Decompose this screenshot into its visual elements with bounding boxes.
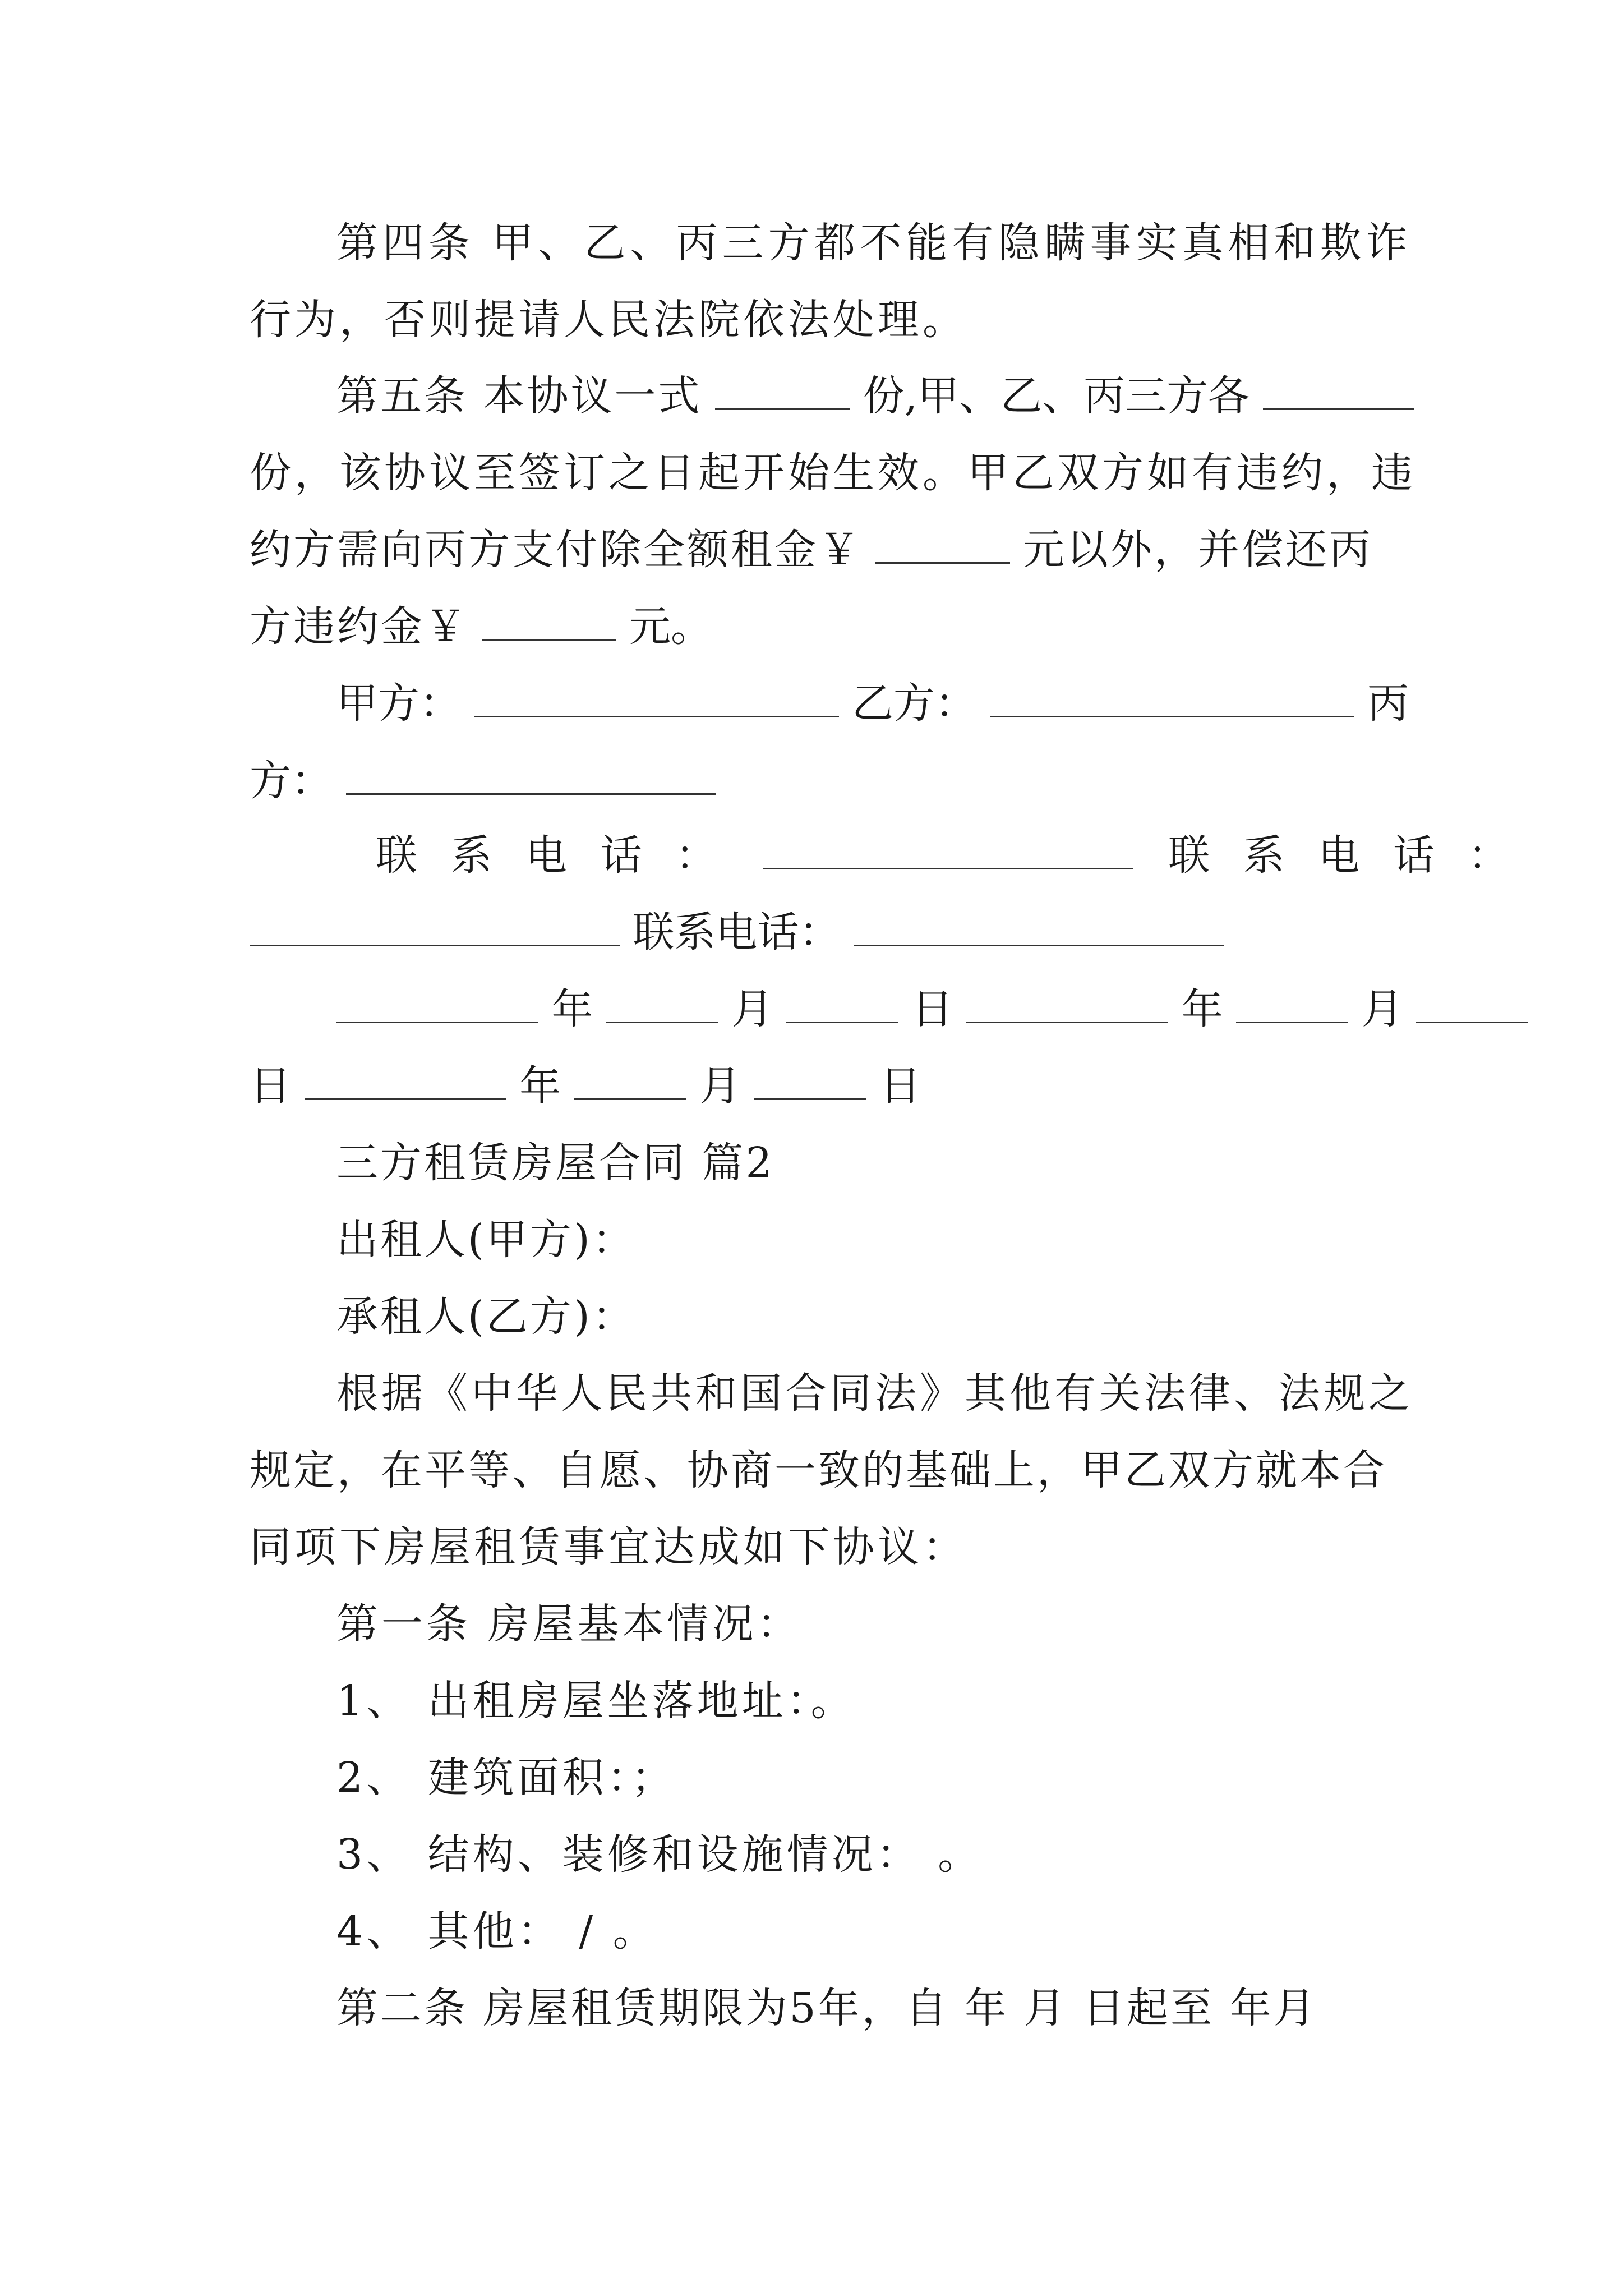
date-c-month-blank[interactable] bbox=[574, 1065, 686, 1100]
date-c-year-blank[interactable] bbox=[305, 1065, 506, 1100]
date-line-1: 年 月 日 年 月 bbox=[0, 981, 1623, 1037]
penalty-amount-blank[interactable] bbox=[482, 605, 616, 641]
date-a-month-blank[interactable] bbox=[606, 988, 718, 1023]
intro-line-1: 根据《中华人民共和国合同法》其他有关法律、法规之 bbox=[336, 1369, 1413, 1418]
phone-line-2 bbox=[0, 904, 1623, 960]
date-a-year-blank[interactable] bbox=[336, 988, 538, 1023]
party-c-label: 丙 bbox=[1367, 679, 1409, 728]
list-item: 4、 其他： / 。 bbox=[336, 1907, 658, 1955]
article-5-line-4: 方违约金￥ 元。 bbox=[250, 602, 713, 651]
article-5-line-3: 约方需向丙方支付除全额租金￥ 元以外，并偿还丙 bbox=[250, 526, 1373, 574]
list-item: 1、 出租房屋坐落地址：。 bbox=[336, 1677, 856, 1725]
phone-a-label: 联 系 电 话 ： bbox=[376, 831, 727, 880]
copies-blank[interactable] bbox=[715, 375, 850, 410]
date-b-month-blank[interactable] bbox=[1236, 988, 1348, 1023]
date-a-day-blank[interactable] bbox=[786, 988, 898, 1023]
party-a-blank[interactable] bbox=[474, 682, 839, 717]
phone-c-label: 联系电话： bbox=[633, 908, 841, 956]
phone-b-blank[interactable] bbox=[250, 911, 620, 946]
article-4-line-1: 第四条 甲、乙、丙三方都不能有隐瞒事实真相和欺诈 bbox=[336, 219, 1412, 267]
rent-amount-blank[interactable] bbox=[875, 528, 1010, 564]
phone-c-blank[interactable] bbox=[854, 911, 1224, 946]
article-4-line-2: 行为，否则提请人民法院依法处理。 bbox=[250, 296, 967, 344]
phone-b-label: 联 系 电 话 ： bbox=[1168, 831, 1520, 880]
section-2-heading: 三方租赁房屋合同 篇2 bbox=[336, 1139, 774, 1187]
party-b-label: 乙方： bbox=[852, 679, 977, 728]
party-b-blank[interactable] bbox=[990, 682, 1354, 717]
parties-line bbox=[0, 675, 1623, 731]
list-item: 3、 结构、装修和设施情况： 。 bbox=[336, 1830, 983, 1879]
article-2-line: 第二条 房屋租赁期限为5年，自 年 月 日起至 年月 bbox=[336, 1984, 1317, 2032]
date-c-day-blank[interactable] bbox=[754, 1065, 866, 1100]
intro-line-3: 同项下房屋租赁事宜达成如下协议： bbox=[250, 1523, 967, 1571]
date-line-2: 日 年 月 日 bbox=[250, 1062, 921, 1110]
copies-each-blank[interactable] bbox=[1263, 375, 1414, 410]
article-5-line-2: 份，该协议至签订之日起开始生效。甲乙双方如有违约，违 bbox=[250, 449, 1416, 497]
phone-a-blank[interactable] bbox=[763, 834, 1133, 869]
party-c-line: 方： bbox=[0, 753, 1623, 809]
date-b-day-blank[interactable] bbox=[1416, 988, 1528, 1023]
list-item: 2、 建筑面积：； bbox=[336, 1754, 676, 1802]
phone-line-1 bbox=[0, 827, 1623, 884]
lessor-line: 出租人(甲方)： bbox=[336, 1216, 636, 1264]
article-5-line-1: 第五条 本协议一式 份,甲、乙、丙三方各 bbox=[0, 368, 1623, 424]
lessee-line: 承租人(乙方)： bbox=[336, 1292, 636, 1341]
intro-line-2: 规定，在平等、自愿、协商一致的基础上，甲乙双方就本合 bbox=[250, 1446, 1387, 1494]
date-b-year-blank[interactable] bbox=[966, 988, 1168, 1023]
party-a-label: 甲方： bbox=[336, 679, 461, 728]
article-1-heading: 第一条 房屋基本情况： bbox=[336, 1600, 802, 1648]
party-c-blank[interactable] bbox=[346, 760, 716, 795]
